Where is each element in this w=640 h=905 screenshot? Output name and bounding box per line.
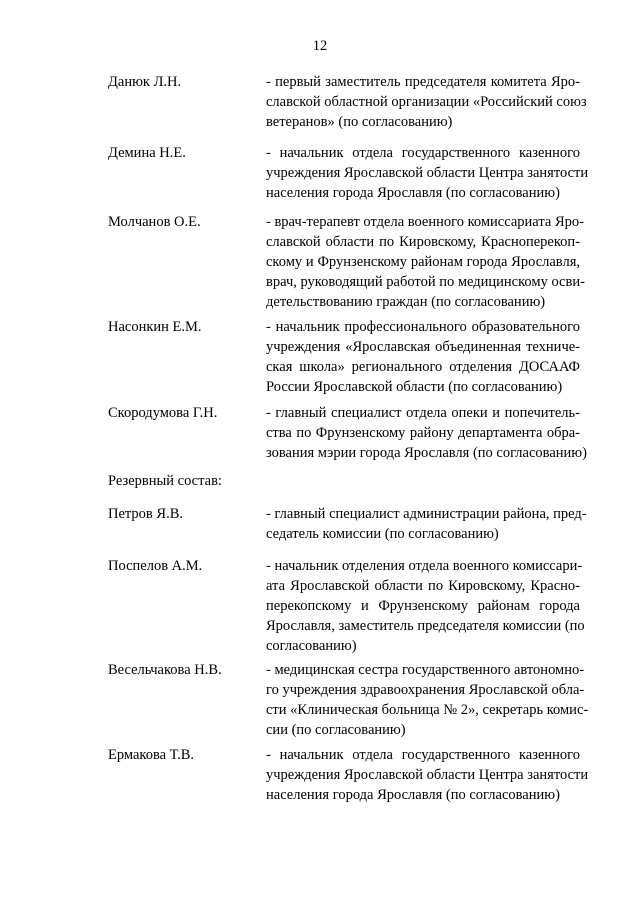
description-line: - первый заместитель председателя комитета Яро- [266, 74, 580, 90]
description-line: учреждения «Ярославская объединенная техниче- [266, 339, 580, 355]
description-line: населения города Ярославля (по согласованию) [266, 787, 560, 803]
member-description [266, 660, 589, 740]
reserve-heading: Резервный состав: [108, 473, 222, 489]
description-line: - медицинская сестра государственного автономно- [266, 662, 585, 678]
description-line: России Ярославской области (по согласованию) [266, 379, 563, 395]
description-line: - начальник профессионального образовательного [266, 319, 580, 335]
description-line: го учреждения здравоохранения Ярославской обла- [266, 682, 585, 698]
description-line: седатель комиссии (по согласованию) [266, 526, 499, 542]
member-description [266, 212, 585, 312]
member-name: Поспелов А.М. [108, 558, 203, 574]
description-line: скому и Фрунзенскому районам города Ярославля, [266, 254, 580, 270]
description-line: - главный специалист администрации района, пред- [266, 506, 587, 522]
member-name: Ермакова Т.В. [108, 747, 195, 763]
member-name: Данюк Л.Н. [108, 74, 182, 90]
description-line: ства по Фрунзенскому району департамента обра- [266, 425, 580, 441]
description-line: - начальник отдела государственного казенного [266, 747, 580, 763]
member-name: Скородумова Г.Н. [108, 405, 218, 421]
description-line: славской областной организации «Российский союз [266, 94, 587, 110]
description-line: сии (по согласованию) [266, 722, 406, 738]
description-line: ветеранов» (по согласованию) [266, 114, 453, 130]
member-name: Демина Н.Е. [108, 145, 186, 161]
description-line: учреждения Ярославской области Центра занятости [266, 767, 589, 783]
description-line: - врач-терапевт отдела военного комиссариата Яро- [266, 214, 584, 230]
description-line: - начальник отдела государственного казенного [266, 145, 580, 161]
member-description [266, 556, 585, 656]
member-description [266, 403, 587, 463]
member-name: Весельчакова Н.В. [108, 662, 222, 678]
description-line: согласованию) [266, 638, 357, 654]
page-number: 12 [312, 38, 328, 54]
member-description [266, 317, 580, 397]
member-description [266, 143, 589, 203]
description-line: - главный специалист отдела опеки и попечитель- [266, 405, 580, 421]
description-line: Ярославля, заместитель председателя комиссии (по [266, 618, 585, 634]
member-description [266, 745, 589, 805]
member-description [266, 504, 587, 544]
description-line: врач, руководящий работой по медицинскому осви- [266, 274, 585, 290]
member-description [266, 72, 587, 132]
description-line: перекопскому и Фрунзенскому районам города [266, 598, 580, 614]
description-line: ская школа» регионального отделения ДОСААФ [266, 359, 580, 375]
description-line: - начальник отделения отдела военного комиссари- [266, 558, 583, 574]
member-name: Насонкин Е.М. [108, 319, 202, 335]
member-name: Молчанов О.Е. [108, 214, 201, 230]
description-line: ата Ярославской области по Кировскому, Красно- [266, 578, 580, 594]
description-line: сти «Клиническая больница № 2», секретарь комис- [266, 702, 589, 718]
description-line: учреждения Ярославской области Центра занятости [266, 165, 589, 181]
description-line: зования мэрии города Ярославля (по согласованию) [266, 445, 587, 461]
description-line: населения города Ярославля (по согласованию) [266, 185, 560, 201]
description-line: славской области по Кировскому, Красноперекоп- [266, 234, 580, 250]
member-name: Петров Я.В. [108, 506, 183, 522]
description-line: детельствованию граждан (по согласованию) [266, 294, 546, 310]
